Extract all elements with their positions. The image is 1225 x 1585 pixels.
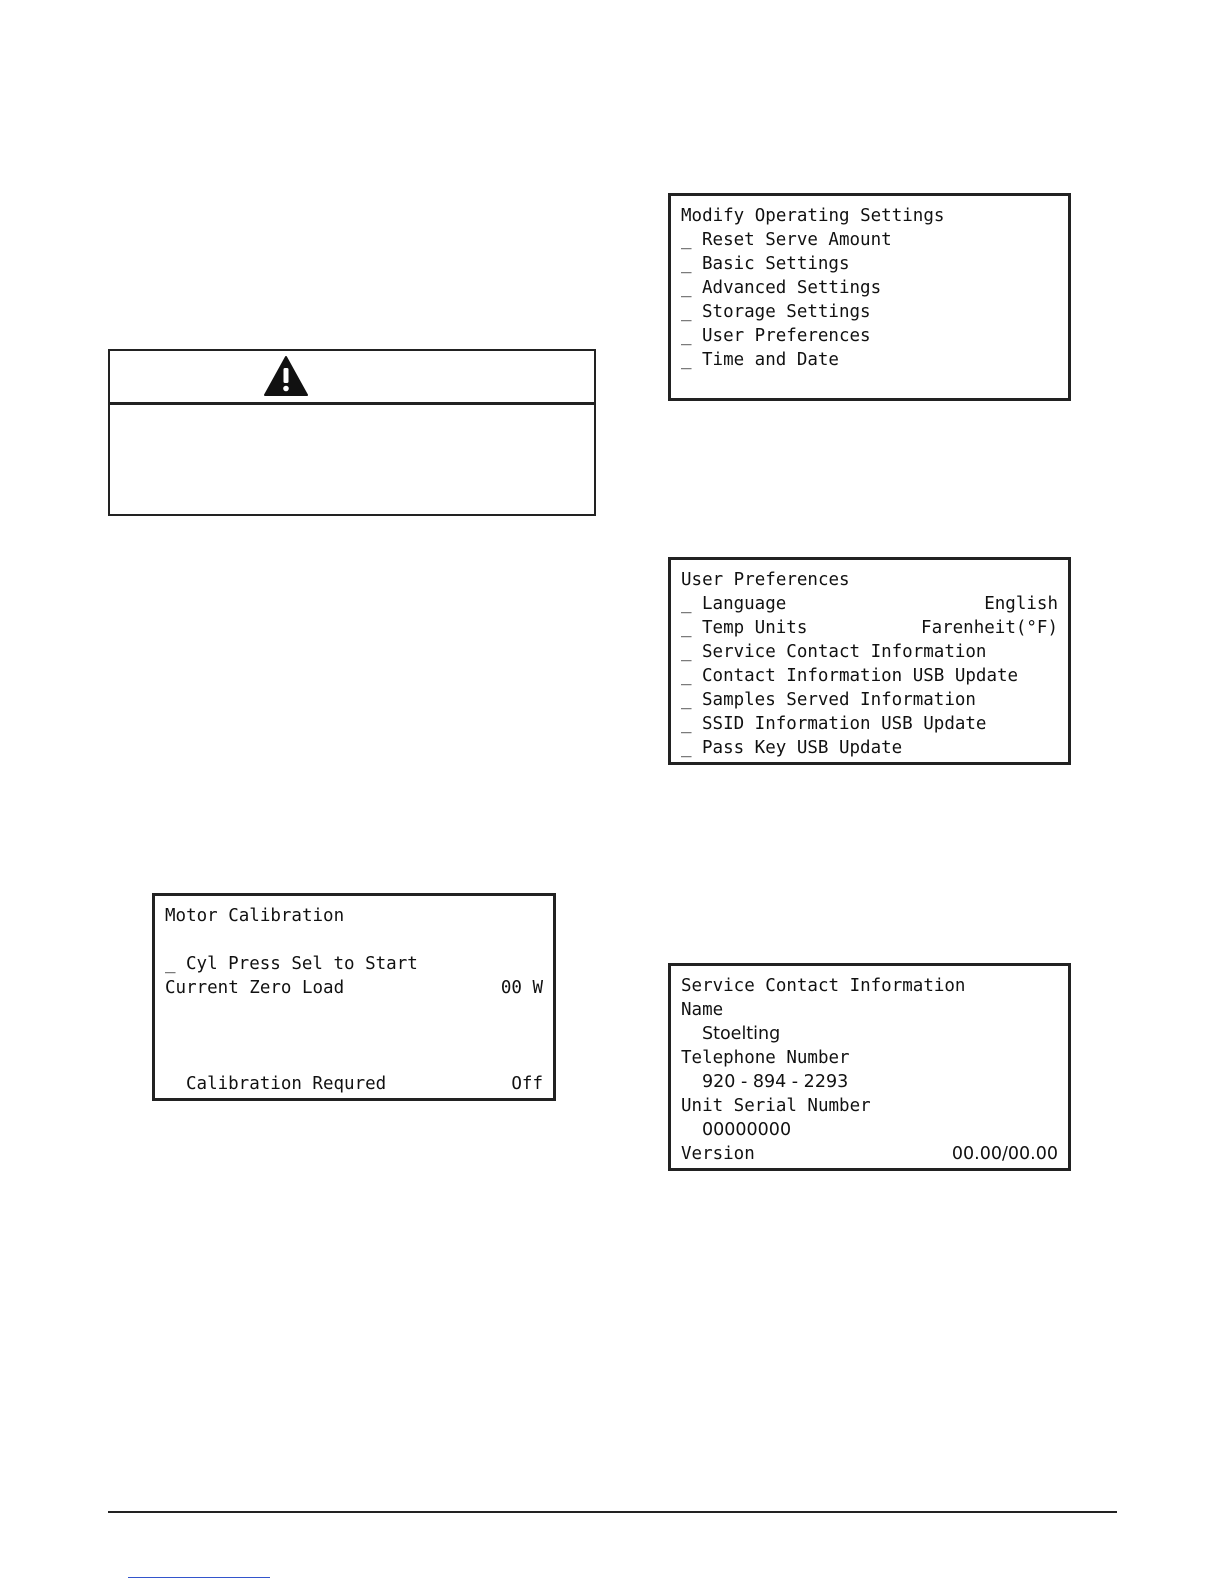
unit-serial-label: Unit Serial Number <box>681 1096 871 1116</box>
temp-units-value: Farenheit(°F) <box>921 618 1058 638</box>
footer-link-underline <box>128 1577 270 1578</box>
menu-item-cyl-press-sel-to-start[interactable] <box>165 952 543 976</box>
menu-item-advanced-settings[interactable] <box>681 276 1058 300</box>
menu-item-label: Cyl Press Sel to Start <box>186 954 418 974</box>
name-value-row <box>681 1022 1058 1046</box>
menu-item-label: Advanced Settings <box>702 278 882 298</box>
warning-header <box>110 351 594 405</box>
calibration-required-label: Calibration Requred <box>186 1074 387 1094</box>
menu-item-time-and-date[interactable] <box>681 348 1058 372</box>
menu-item-contact-information-usb-update[interactable] <box>681 664 1058 688</box>
cursor-marker: _ <box>681 594 692 614</box>
menu-item-label: Temp Units <box>702 618 808 638</box>
name-label: Name <box>681 1000 724 1020</box>
user-preferences-screen <box>668 557 1071 765</box>
menu-item-pass-key-usb-update[interactable] <box>681 736 1058 760</box>
menu-item-label: Service Contact Information <box>702 642 987 662</box>
motor-calibration-screen <box>152 893 556 1101</box>
menu-item-label: Basic Settings <box>702 254 850 274</box>
unit-serial-value: 00000000 <box>702 1120 792 1140</box>
current-zero-load-row <box>165 976 543 1000</box>
cursor-marker: _ <box>681 350 692 370</box>
warning-box <box>108 349 596 516</box>
user-preferences-title: User Preferences <box>681 570 850 590</box>
telephone-value: 920 - 894 - 2293 <box>702 1072 849 1092</box>
menu-item-label: SSID Information USB Update <box>702 714 987 734</box>
current-zero-load-value: 00 W <box>500 978 543 998</box>
service-contact-title: Service Contact Information <box>681 976 966 996</box>
operating-settings-screen <box>668 193 1071 401</box>
menu-item-user-preferences[interactable] <box>681 324 1058 348</box>
cursor-marker: _ <box>681 254 692 274</box>
menu-item-temp-units[interactable] <box>681 616 1058 640</box>
version-value: 00.00/00.00 <box>951 1144 1058 1164</box>
cursor-marker: _ <box>681 618 692 638</box>
cursor-marker: _ <box>681 326 692 346</box>
menu-item-reset-serve-amount[interactable] <box>681 228 1058 252</box>
cursor-marker: _ <box>681 302 692 322</box>
cursor-marker: _ <box>681 642 692 662</box>
language-value: English <box>984 594 1058 614</box>
current-zero-load-label: Current Zero Load <box>165 978 345 998</box>
menu-item-label: Language <box>702 594 787 614</box>
menu-item-label: User Preferences <box>702 326 871 346</box>
menu-item-label: Contact Information USB Update <box>702 666 1019 686</box>
cursor-marker: _ <box>681 690 692 710</box>
cursor-marker: _ <box>681 230 692 250</box>
cursor-marker: _ <box>681 738 692 758</box>
menu-item-samples-served-information[interactable] <box>681 688 1058 712</box>
menu-item-label: Time and Date <box>702 350 839 370</box>
service-contact-screen <box>668 963 1071 1171</box>
cursor-marker: _ <box>681 714 692 734</box>
menu-item-basic-settings[interactable] <box>681 252 1058 276</box>
telephone-label: Telephone Number <box>681 1048 850 1068</box>
name-value: Stoelting <box>702 1024 781 1044</box>
telephone-value-row <box>681 1070 1058 1094</box>
menu-item-label: Pass Key USB Update <box>702 738 903 758</box>
menu-item-language[interactable] <box>681 592 1058 616</box>
warning-triangle-icon <box>263 355 309 397</box>
version-row <box>681 1142 1058 1166</box>
unit-serial-value-row <box>681 1118 1058 1142</box>
menu-item-storage-settings[interactable] <box>681 300 1058 324</box>
cursor-marker: _ <box>165 954 176 974</box>
version-label: Version <box>681 1144 755 1164</box>
menu-item-service-contact-information[interactable] <box>681 640 1058 664</box>
menu-item-label: Reset Serve Amount <box>702 230 892 250</box>
calibration-required-value: Off <box>511 1074 543 1094</box>
calibration-required-row <box>165 1072 543 1096</box>
cursor-marker: _ <box>681 666 692 686</box>
cursor-marker: _ <box>681 278 692 298</box>
menu-item-label: Samples Served Information <box>702 690 976 710</box>
footer-divider <box>108 1511 1117 1513</box>
operating-settings-title: Modify Operating Settings <box>681 206 945 226</box>
menu-item-ssid-information-usb-update[interactable] <box>681 712 1058 736</box>
motor-calibration-title: Motor Calibration <box>165 906 345 926</box>
menu-item-label: Storage Settings <box>702 302 871 322</box>
